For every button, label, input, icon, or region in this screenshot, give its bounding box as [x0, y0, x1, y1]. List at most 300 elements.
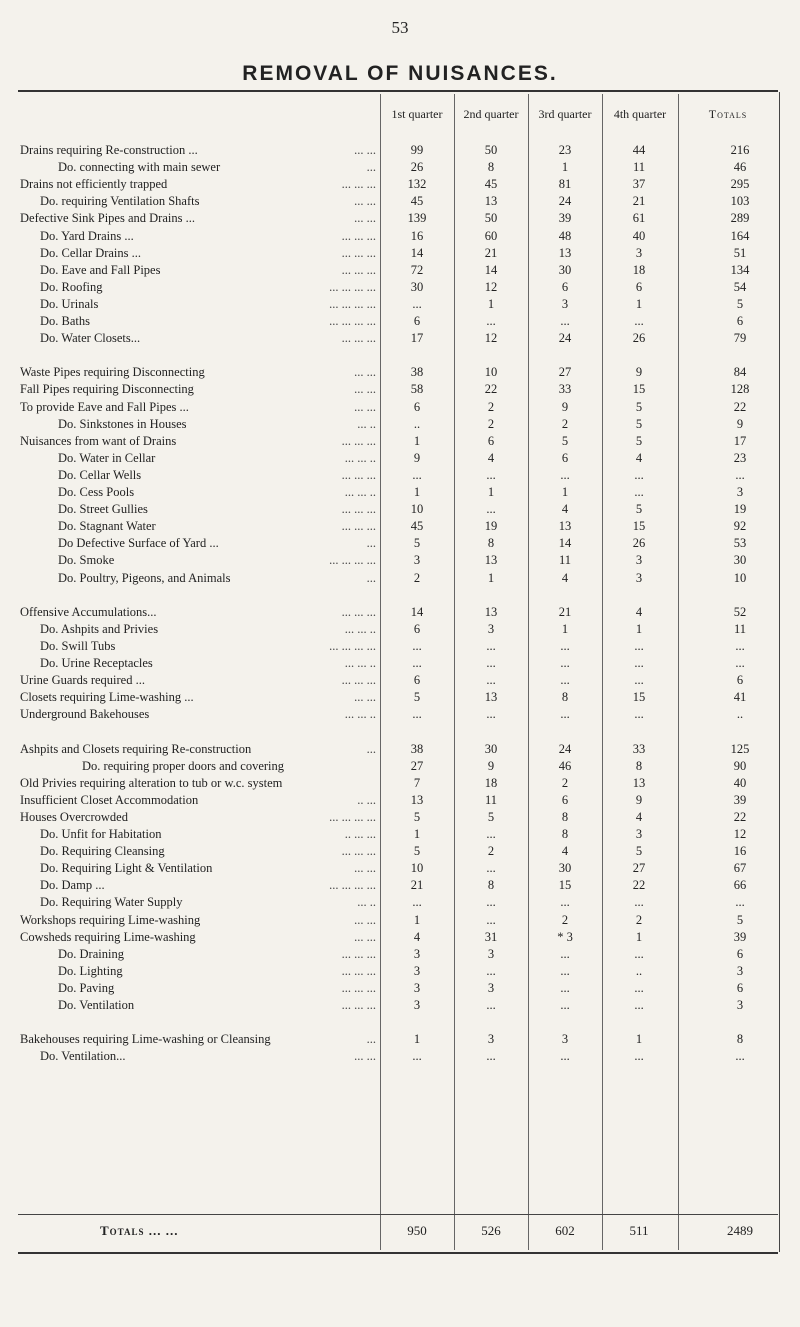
row-quarter-value: 8 — [635, 758, 643, 773]
row-quarter-value: 3 — [413, 998, 421, 1012]
row-total: 66 — [733, 878, 747, 893]
row-label: Old Privies requiring alteration to tub or w.c. system — [20, 775, 283, 790]
row-leader: ... ... .. — [344, 450, 376, 465]
row-leader: ... ... — [354, 912, 376, 927]
row-quarter-value: 13 — [410, 792, 424, 807]
table-row — [18, 723, 778, 739]
row-quarter-value: 15 — [632, 690, 646, 705]
row-total: 90 — [733, 758, 747, 773]
row-quarter-value: ... — [560, 707, 570, 722]
row-quarter-value: 3 — [635, 245, 643, 260]
row-quarter-value: ... — [412, 656, 422, 670]
row-quarter-value: 9 — [635, 792, 643, 807]
row-quarter-value: 10 — [410, 502, 424, 517]
row-quarter-value: 8 — [487, 536, 495, 551]
row-leader: ... ... ... — [341, 963, 376, 978]
row-quarter-value: 3 — [487, 621, 495, 636]
row-label: Do. Cellar Wells — [58, 467, 142, 482]
row-total: 9 — [736, 416, 744, 431]
row-total: 128 — [730, 382, 750, 397]
row-leader: ... ... ... — [341, 673, 376, 688]
row-leader: ... ... ... ... — [329, 638, 376, 653]
row-quarter-value: 37 — [632, 177, 646, 192]
row-quarter-value: .. — [413, 416, 421, 431]
row-quarter-value: 27 — [558, 365, 572, 380]
table-row — [18, 894, 778, 910]
row-total: 6 — [736, 946, 744, 961]
table-row — [18, 604, 778, 620]
row-quarter-value: ... — [486, 963, 496, 978]
row-leader: ... ... ... — [341, 433, 376, 448]
row-leader: ... ... ... — [341, 245, 376, 260]
row-quarter-value: 21 — [484, 245, 498, 260]
row-quarter-value: 72 — [410, 262, 424, 277]
row-label: Closets requiring Lime-washing ... — [20, 690, 194, 705]
row-label: Ashpits and Closets requiring Re-construction — [20, 741, 252, 756]
row-total: 52 — [733, 604, 747, 619]
row-leader: ... ... ... — [341, 228, 376, 243]
row-label: Bakehouses requiring Lime-washing or Cleansing — [20, 1032, 271, 1047]
row-quarter-value: 1 — [635, 1032, 643, 1047]
row-quarter-value: ... — [634, 895, 644, 910]
row-leader: ... ... ... ... — [329, 553, 376, 568]
table-row — [18, 792, 778, 808]
row-quarter-value: 27 — [410, 758, 424, 773]
row-leader: ... ... ... ... — [329, 878, 376, 893]
row-quarter-value: ... — [634, 638, 644, 653]
row-total: .. — [736, 707, 744, 722]
row-quarter-value: 22 — [632, 878, 646, 893]
row-quarter-value: 5 — [487, 809, 495, 824]
header-q4: 4th quarter — [613, 106, 667, 121]
table-row — [18, 929, 778, 945]
table-row — [18, 176, 778, 192]
row-quarter-value: 13 — [558, 519, 572, 534]
row-quarter-value: 14 — [558, 536, 572, 551]
table-row — [18, 416, 778, 432]
table-row — [18, 450, 778, 466]
row-quarter-value: ... — [560, 895, 570, 910]
row-quarter-value: 6 — [413, 399, 421, 414]
row-quarter-value: 30 — [558, 861, 572, 876]
row-quarter-value: 9 — [561, 399, 569, 414]
row-label: Defective Sink Pipes and Drains ... — [20, 211, 195, 226]
table-row — [18, 741, 778, 757]
row-total: 53 — [733, 536, 747, 551]
row-quarter-value: 45 — [410, 519, 424, 534]
row-total: 216 — [730, 143, 750, 157]
row-label: To provide Eave and Fall Pipes ... — [20, 399, 189, 414]
row-leader: ... ... ... — [341, 467, 376, 482]
row-quarter-value: 9 — [635, 365, 643, 380]
row-quarter-value: 1 — [413, 1032, 421, 1047]
totals-row — [18, 1214, 778, 1247]
table-row — [18, 210, 778, 226]
row-quarter-value: 6 — [487, 433, 495, 448]
row-leader: ... ... — [354, 365, 376, 380]
table-row — [18, 296, 778, 312]
row-leader: ... ... — [354, 382, 376, 397]
row-quarter-value: ... — [486, 998, 496, 1012]
row-quarter-value: 11 — [558, 553, 572, 568]
row-total: 289 — [730, 211, 750, 226]
row-quarter-value: 6 — [561, 792, 569, 807]
row-quarter-value: 38 — [410, 741, 424, 756]
totals-q3: 602 — [555, 1223, 575, 1238]
row-quarter-value: 2 — [561, 775, 569, 790]
table-row — [18, 809, 778, 825]
row-total: 17 — [733, 433, 747, 448]
row-total: 67 — [733, 861, 747, 876]
table-row — [18, 706, 778, 722]
row-quarter-value: 3 — [635, 570, 643, 585]
row-quarter-value: 30 — [410, 279, 424, 294]
table-row — [18, 193, 778, 209]
row-quarter-value: 8 — [561, 827, 569, 841]
row-quarter-value: ... — [634, 998, 644, 1012]
row-quarter-value: 2 — [487, 416, 495, 431]
row-label: Do. Water in Cellar — [58, 450, 156, 465]
row-quarter-value: ... — [560, 946, 570, 961]
row-quarter-value: 18 — [632, 262, 646, 277]
row-quarter-value: 39 — [558, 211, 572, 226]
row-quarter-value: ... — [560, 314, 570, 328]
row-quarter-value: 1 — [413, 433, 421, 448]
table-row — [18, 467, 778, 483]
row-label: Nuisances from want of Drains — [20, 433, 177, 448]
page-title: REMOVAL OF NUISANCES. — [242, 62, 558, 85]
row-quarter-value: 60 — [484, 228, 498, 243]
row-quarter-value: 1 — [561, 160, 569, 175]
table-row — [18, 689, 778, 705]
row-quarter-value: 46 — [558, 758, 572, 773]
row-label: Drains requiring Re-construction ... — [20, 143, 198, 157]
row-label: Do. Smoke — [58, 553, 115, 568]
row-label: Do. Damp ... — [40, 878, 105, 893]
row-total: 5 — [736, 296, 744, 311]
row-quarter-value: ... — [560, 673, 570, 688]
row-label: Do. Unfit for Habitation — [40, 827, 162, 841]
row-quarter-value: 5 — [413, 809, 421, 824]
row-leader: ... — [366, 570, 376, 585]
row-quarter-value: 45 — [410, 194, 424, 209]
row-quarter-value: 13 — [484, 553, 498, 568]
row-label: Do. Lighting — [58, 963, 123, 978]
row-total: 103 — [730, 194, 750, 209]
row-quarter-value: ... — [486, 502, 496, 517]
table-row — [18, 245, 778, 261]
row-label: Do. Ashpits and Privies — [40, 621, 159, 636]
row-leader: ... ... — [354, 211, 376, 226]
table-row — [18, 655, 778, 671]
row-quarter-value: 9 — [487, 758, 495, 773]
row-quarter-value: 14 — [484, 262, 498, 277]
row-quarter-value: 3 — [635, 553, 643, 568]
row-leader: ... — [366, 741, 376, 756]
row-total: 164 — [730, 228, 750, 243]
row-quarter-value: 81 — [558, 177, 572, 192]
row-quarter-value: 31 — [484, 929, 498, 944]
row-total: 19 — [733, 502, 747, 517]
row-label: Do. connecting with main sewer — [58, 160, 221, 175]
table-row — [18, 313, 778, 329]
row-quarter-value: 4 — [561, 502, 569, 517]
row-quarter-value: ... — [634, 707, 644, 722]
row-quarter-value: ... — [412, 895, 422, 910]
row-leader: ... ... ... — [341, 998, 376, 1012]
table-row — [18, 142, 778, 158]
row-label: Do. Street Gullies — [58, 502, 148, 517]
row-quarter-value: 21 — [410, 878, 424, 893]
table-row — [18, 518, 778, 534]
row-leader: ... ... ... — [341, 519, 376, 534]
row-quarter-value: 40 — [632, 228, 646, 243]
row-quarter-value: 24 — [558, 331, 572, 346]
row-total: 30 — [733, 553, 747, 568]
row-quarter-value: 22 — [484, 382, 498, 397]
row-quarter-value: 4 — [635, 450, 643, 465]
row-quarter-value: 4 — [635, 809, 643, 824]
row-quarter-value: 1 — [635, 621, 643, 636]
row-quarter-value: 11 — [632, 160, 646, 175]
row-total: 8 — [736, 1032, 744, 1047]
row-quarter-value: 5 — [635, 399, 643, 414]
row-quarter-value: .. — [635, 963, 643, 978]
row-leader: ... ... — [354, 929, 376, 944]
row-quarter-value: 2 — [635, 912, 643, 927]
row-leader: ... ... .. — [344, 621, 376, 636]
row-quarter-value: 7 — [413, 775, 421, 790]
row-quarter-value: 5 — [413, 690, 421, 705]
row-quarter-value: ... — [486, 895, 496, 910]
row-label: Do. Requiring Cleansing — [40, 844, 165, 859]
row-leader: ... ... — [354, 143, 376, 157]
row-quarter-value: ... — [486, 827, 496, 841]
row-leader: ... .. — [357, 895, 376, 910]
row-quarter-value: 1 — [635, 296, 643, 311]
table-row — [18, 843, 778, 859]
row-quarter-value: 6 — [561, 279, 569, 294]
row-total: 39 — [733, 929, 747, 944]
row-quarter-value: ... — [634, 673, 644, 688]
row-quarter-value: 1 — [413, 485, 421, 499]
row-quarter-value: 1 — [487, 296, 495, 311]
row-label: Do. Ventilation... — [40, 1049, 126, 1064]
row-quarter-value: 3 — [561, 1032, 569, 1047]
row-quarter-value: ... — [634, 467, 644, 482]
row-quarter-value: 139 — [407, 211, 427, 226]
row-total: 6 — [736, 980, 744, 995]
row-leader: ... — [366, 1032, 376, 1047]
row-label: Do. Urine Receptacles — [40, 656, 153, 670]
row-quarter-value: ... — [634, 485, 644, 499]
row-leader: ... ... ... — [341, 946, 376, 961]
row-leader: ... ... ... — [341, 604, 376, 619]
row-total: 6 — [736, 314, 744, 328]
row-quarter-value: 8 — [487, 160, 495, 175]
row-quarter-value: ... — [634, 656, 644, 670]
row-quarter-value: 5 — [635, 433, 643, 448]
table-row — [18, 228, 778, 244]
row-leader: ... — [366, 536, 376, 551]
table-row — [18, 1048, 778, 1064]
row-quarter-value: 26 — [632, 536, 646, 551]
row-label: Drains not efficiently trapped — [20, 177, 168, 192]
row-quarter-value: ... — [634, 314, 644, 328]
row-leader: ... ... ... ... — [329, 314, 376, 328]
row-label: Waste Pipes requiring Disconnecting — [20, 365, 205, 380]
row-quarter-value: 2 — [561, 912, 569, 927]
row-quarter-value: 4 — [561, 570, 569, 585]
totals-label: Totals ... ... — [100, 1223, 179, 1238]
row-total: 3 — [736, 963, 744, 978]
table-row — [18, 877, 778, 893]
nuisances-table — [18, 90, 778, 1254]
row-label: Workshops requiring Lime-washing — [20, 912, 201, 927]
row-quarter-value: 4 — [413, 929, 421, 944]
row-quarter-value: 4 — [561, 844, 569, 859]
row-quarter-value: 8 — [561, 809, 569, 824]
row-quarter-value: 5 — [635, 502, 643, 517]
table-row — [18, 638, 778, 654]
row-total: 41 — [733, 690, 747, 705]
table-row — [18, 279, 778, 295]
row-quarter-value: 18 — [484, 775, 498, 790]
row-quarter-value: 5 — [413, 844, 421, 859]
row-quarter-value: ... — [412, 1049, 422, 1064]
row-quarter-value: 3 — [487, 946, 495, 961]
row-leader: ... ... ... ... — [329, 296, 376, 311]
row-label: Do. Draining — [58, 946, 124, 961]
row-quarter-value: 99 — [410, 143, 424, 157]
row-quarter-value: ... — [560, 998, 570, 1012]
row-leader: ... ... — [354, 861, 376, 876]
row-quarter-value: ... — [486, 707, 496, 722]
row-label: Cowsheds requiring Lime-washing — [20, 929, 196, 944]
row-quarter-value: ... — [560, 656, 570, 670]
row-total: 39 — [733, 792, 747, 807]
row-quarter-value: 1 — [413, 912, 421, 927]
row-quarter-value: * 3 — [557, 929, 573, 944]
row-quarter-value: 1 — [487, 485, 495, 499]
row-quarter-value: 3 — [635, 827, 643, 841]
row-label: Do. Cess Pools — [58, 485, 135, 499]
row-quarter-value: 6 — [413, 673, 421, 688]
header-totals: Totals — [708, 106, 748, 121]
row-quarter-value: 33 — [558, 382, 572, 397]
row-quarter-value: 12 — [484, 279, 498, 294]
row-leader: ... ... ... — [341, 844, 376, 859]
row-quarter-value: 3 — [413, 946, 421, 961]
row-leader: ... .. — [357, 416, 376, 431]
row-label: Do. Swill Tubs — [40, 638, 116, 653]
row-quarter-value: ... — [560, 467, 570, 482]
row-leader: ... ... ... ... — [329, 279, 376, 294]
row-label: Do. Water Closets... — [40, 331, 141, 346]
row-quarter-value: 30 — [558, 262, 572, 277]
row-quarter-value: 8 — [561, 690, 569, 705]
row-quarter-value: 15 — [632, 519, 646, 534]
row-leader: ... ... ... — [341, 262, 376, 277]
page-number: 53 — [391, 18, 409, 37]
row-label: Do. requiring proper doors and covering — [82, 758, 285, 773]
row-quarter-value: 13 — [558, 245, 572, 260]
row-leader: ... ... ... — [341, 502, 376, 517]
row-total: 84 — [733, 365, 747, 380]
row-total: 22 — [733, 399, 747, 414]
row-quarter-value: 15 — [558, 878, 572, 893]
row-quarter-value: 19 — [484, 519, 498, 534]
row-label: Do. Stagnant Water — [58, 519, 156, 534]
row-leader: ... ... ... — [341, 177, 376, 192]
row-leader: ... ... — [354, 399, 376, 414]
row-quarter-value: ... — [560, 638, 570, 653]
row-leader: ... ... .. — [344, 707, 376, 722]
row-leader: ... ... ... — [341, 980, 376, 995]
row-total: 6 — [736, 673, 744, 688]
row-quarter-value: 17 — [410, 331, 424, 346]
row-quarter-value: 14 — [410, 245, 424, 260]
row-quarter-value: ... — [486, 673, 496, 688]
row-leader: ... ... — [354, 690, 376, 705]
row-quarter-value: 132 — [407, 177, 427, 192]
row-quarter-value: 27 — [632, 861, 646, 876]
row-total: 12 — [733, 827, 747, 841]
row-leader: ... — [366, 160, 376, 175]
row-quarter-value: 1 — [635, 929, 643, 944]
row-quarter-value: 11 — [484, 792, 498, 807]
row-total: 3 — [736, 998, 744, 1012]
row-quarter-value: 23 — [558, 143, 572, 157]
row-quarter-value: ... — [634, 1049, 644, 1064]
table-row — [18, 433, 778, 449]
row-total: 92 — [733, 519, 747, 534]
totals-q4: 511 — [629, 1223, 649, 1238]
row-total: 295 — [730, 177, 750, 192]
table-row — [18, 587, 778, 603]
row-total: 5 — [736, 912, 744, 927]
row-quarter-value: 1 — [487, 570, 495, 585]
totals-q1: 950 — [407, 1223, 427, 1238]
row-total: 125 — [730, 741, 750, 756]
table-row — [18, 364, 778, 380]
row-quarter-value: 13 — [484, 690, 498, 705]
row-quarter-value: 16 — [410, 228, 424, 243]
table-row — [18, 758, 778, 774]
table-row — [18, 399, 778, 415]
row-quarter-value: 10 — [410, 861, 424, 876]
row-total: 10 — [733, 570, 747, 585]
row-quarter-value: 3 — [413, 963, 421, 978]
row-label: Do. Requiring Water Supply — [40, 895, 183, 910]
row-leader: ... ... ... ... — [329, 809, 376, 824]
row-total: 134 — [730, 262, 750, 277]
table-row — [18, 997, 778, 1013]
row-quarter-value: 2 — [561, 416, 569, 431]
row-total: 46 — [733, 160, 747, 175]
header-q2: 2nd quarter — [463, 106, 519, 121]
table-row — [18, 826, 778, 842]
row-label: Do. Requiring Light & Ventilation — [40, 861, 213, 876]
table-row — [18, 672, 778, 688]
row-quarter-value: 15 — [632, 382, 646, 397]
table-row — [18, 912, 778, 928]
row-label: Insufficient Closet Accommodation — [20, 792, 199, 807]
row-quarter-value: 3 — [487, 980, 495, 995]
row-leader: .. ... ... — [344, 827, 376, 841]
row-quarter-value: ... — [486, 861, 496, 876]
row-quarter-value: ... — [486, 912, 496, 927]
